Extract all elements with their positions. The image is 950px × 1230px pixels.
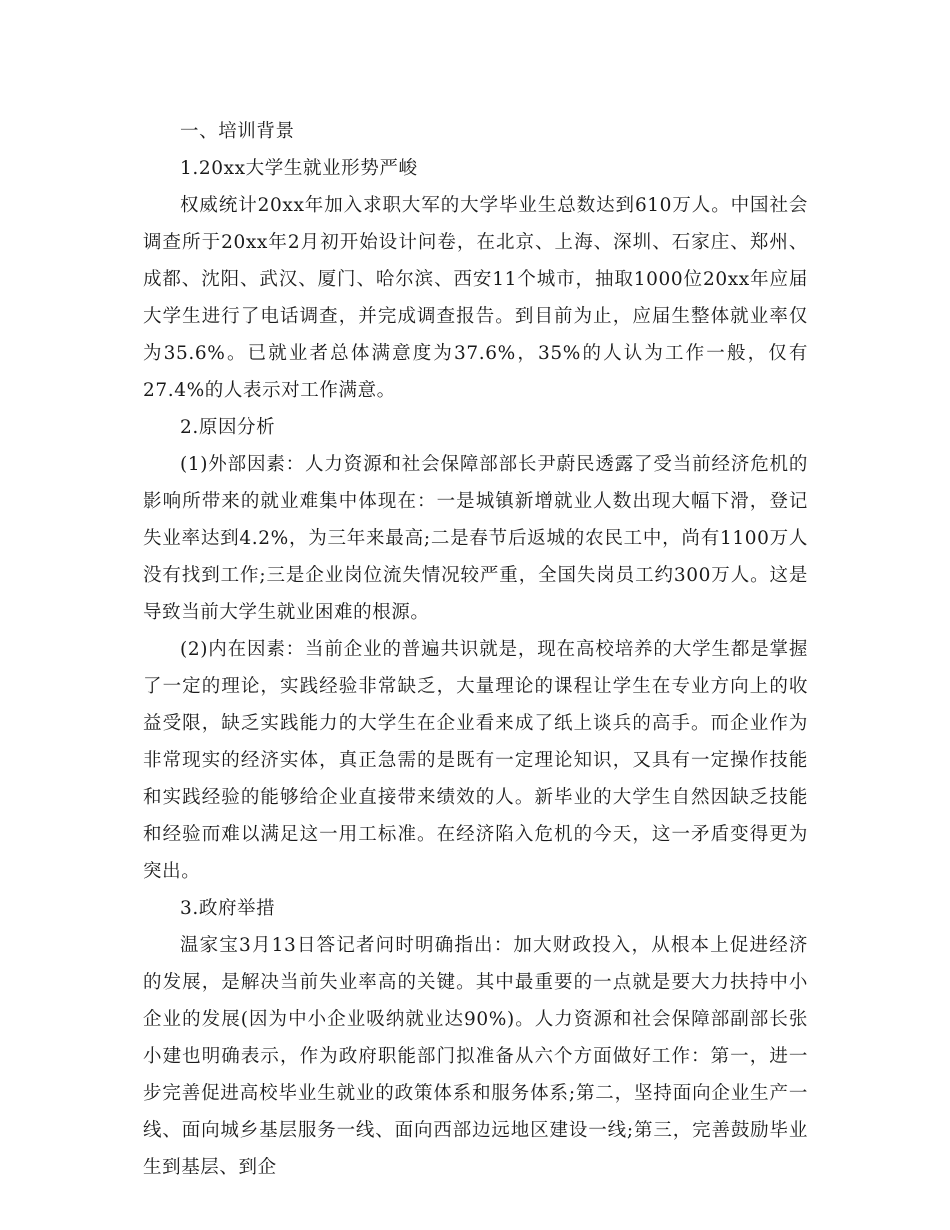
section-heading-training-background: 一、培训背景 <box>180 121 295 142</box>
subheading-cause-analysis: 2.原因分析 <box>180 417 276 438</box>
document-body <box>143 113 808 1186</box>
paragraph-statistics: 权威统计20xx年加入求职大军的大学毕业生总数达到610万人。中国社会调查所于20xx年2月初开始设计问卷，在北京、上海、深圳、石家庄、郑州、成都、沈阳、武汉、厦门、哈尔滨、西安11个城市，抽取1000位20xx年应届大学生进行了电话调查，并完成调查报告。到目前为止，应届生整体就业率仅为35.6%。已就业者总体满意度为37.6%，35%的人认为工作一般，仅有27.4%的人表示对工作满意。 <box>143 195 808 401</box>
paragraph-internal-factors: (2)内在因素：当前企业的普遍共识就是，现在高校培养的大学生都是掌握了一定的理论，实践经验非常缺乏，大量理论的课程让学生在专业方向上的收益受限，缺乏实践能力的大学生在企业看来成了纸上谈兵的高手。而企业作为非常现实的经济实体，真正急需的是既有一定理论知识，又具有一定操作技能和实践经验的能够给企业直接带来绩效的人。新毕业的大学生自然因缺乏技能和经验而难以满足这一用工标准。在经济陷入危机的今天，这一矛盾变得更为突出。 <box>143 639 808 882</box>
subheading-employment-situation: 1.20xx大学生就业形势严峻 <box>180 158 418 179</box>
paragraph-external-factors: (1)外部因素：人力资源和社会保障部部长尹蔚民透露了受当前经济危机的影响所带来的就业难集中体现在：一是城镇新增就业人数出现大幅下滑，登记失业率达到4.2%，为三年来最高;二是春节后返城的农民工中，尚有1100万人没有找到工作;三是企业岗位流失情况较严重，全国失岗员工约300万人。这是导致当前大学生就业困难的根源。 <box>143 454 808 623</box>
subheading-government-measures: 3.政府举措 <box>180 898 276 919</box>
paragraph-government-measures: 温家宝3月13日答记者问时明确指出：加大财政投入，从根本上促进经济的发展，是解决当前失业率高的关键。其中最重要的一点就是要大力扶持中小企业的发展(因为中小企业吸纳就业达90%)。人力资源和社会保障部副部长张小建也明确表示，作为政府职能部门拟准备从六个方面做好工作：第一，进一步完善促进高校毕业生就业的政策体系和服务体系;第二，坚持面向企业生产一线、面向城乡基层服务一线、面向西部边远地区建设一线;第三，完善鼓励毕业生到基层、到企 <box>143 935 808 1178</box>
